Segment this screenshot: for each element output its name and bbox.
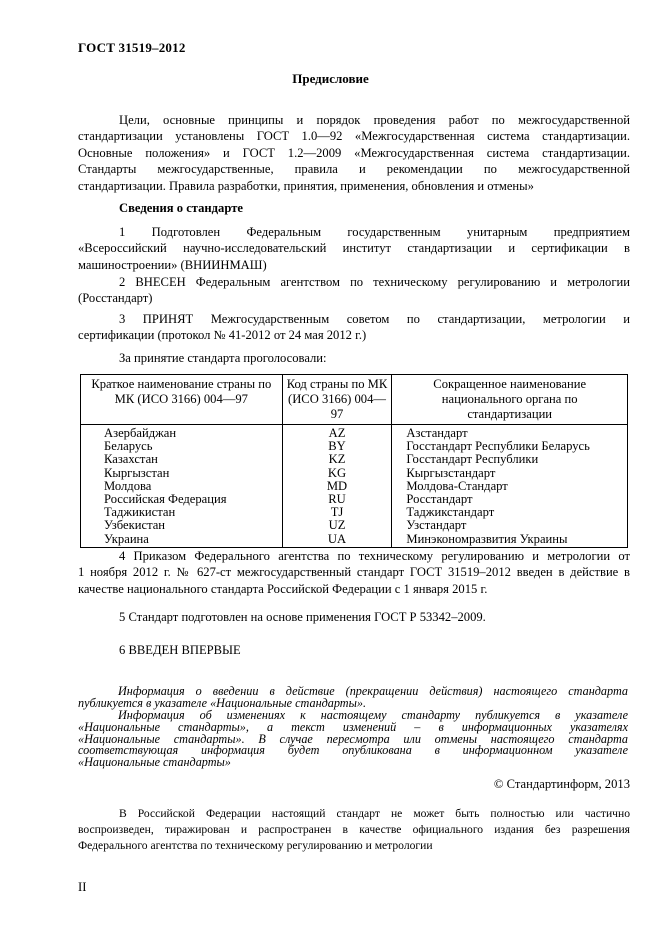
body-cell: Минэкономразвития Украины: [392, 533, 628, 548]
table-row: [81, 453, 628, 466]
item-3-line: 3 ПРИНЯТ Межгосударственным советом по стандартизации, метрологии и: [119, 312, 630, 326]
column-header-code: Код страны по МК (ИСО 3166) 004—97: [282, 375, 392, 425]
legal-line: Федерального агентства по техническому регулированию и метрологии: [78, 839, 433, 852]
item-4-line: 4 Приказом Федерального агентства по техническому регулированию и метрологии от: [119, 549, 630, 563]
item-1-paragraph: [78, 224, 630, 273]
body-cell: Госстандарт Республики: [392, 453, 628, 466]
code-cell: KZ: [282, 453, 392, 466]
legal-line: В Российской Федерации настоящий стандарт не может быть полностью или частично: [119, 807, 630, 820]
table-row: [81, 425, 628, 441]
legal-notice: [78, 806, 630, 854]
body-cell: Кыргызстандарт: [392, 467, 628, 480]
table-row: [81, 519, 628, 532]
country-cell: Кыргызстан: [81, 467, 283, 480]
table-header-row: [81, 375, 628, 425]
column-header-body: Сокращенное наименование национального органа по стандартизации: [392, 375, 628, 425]
body-cell: Узстандарт: [392, 519, 628, 532]
info-note-1: [78, 686, 628, 710]
item-4-line: качестве национального стандарта Российской Федерации с 1 января 2015 г.: [78, 581, 488, 596]
body-cell: Росстандарт: [392, 493, 628, 506]
info-1-line: публикуется в указателе «Национальные стандарты».: [78, 695, 367, 710]
info-2-line: Информация об изменениях к настоящему стандарту публикуется в указателе: [118, 708, 628, 722]
body-cell: Азстандарт: [392, 425, 628, 441]
intro-line: Основные положения» и ГОСТ 1.2—2009 «Межгосударственная система стандартизации.: [78, 145, 630, 160]
column-header-country: Краткое наименование страны по МК (ИСО 3166) 004—97: [81, 375, 283, 425]
country-cell: Узбекистан: [81, 519, 283, 532]
copyright-notice: © Стандартинформ, 2013: [493, 777, 630, 791]
vote-intro: За принятие стандарта проголосовали:: [119, 351, 327, 365]
country-cell: Азербайджан: [81, 425, 283, 441]
code-cell: BY: [282, 440, 392, 453]
info-1-line: Информация о введении в действие (прекращении действия) настоящего стандарта: [118, 684, 628, 698]
item-5: 5 Стандарт подготовлен на основе применения ГОСТ Р 53342–2009.: [119, 610, 486, 624]
page-title: Предисловие: [292, 71, 369, 86]
country-cell: Казахстан: [81, 453, 283, 466]
table-row: [81, 467, 628, 480]
info-2-line: «Национальные стандарты», а текст изменений – в информационных указателях: [78, 719, 628, 734]
code-cell: RU: [282, 493, 392, 506]
item-4-paragraph: [78, 548, 630, 597]
info-2-line: «Национальные стандарты»: [78, 755, 231, 770]
code-cell: UZ: [282, 519, 392, 532]
code-cell: AZ: [282, 425, 392, 441]
body-cell: Молдова-Стандарт: [392, 480, 628, 493]
item-1-line: машиностроении» (ВНИИНМАШ): [78, 257, 267, 272]
intro-paragraph: [78, 112, 630, 194]
intro-line: Стандарты межгосударственные, правила и рекомендации по межгосударственной: [78, 162, 630, 177]
code-cell: MD: [282, 480, 392, 493]
body-cell: Таджикстандарт: [392, 506, 628, 519]
code-cell: KG: [282, 467, 392, 480]
country-cell: Молдова: [81, 480, 283, 493]
info-2-line: соответствующая информация будет опубликована в информационном указателе: [78, 743, 628, 758]
item-3-paragraph: [78, 311, 630, 344]
intro-line: стандартизации установлены ГОСТ 1.0—92 «Межгосударственная система стандартизации.: [78, 129, 630, 144]
table-row: [81, 440, 628, 453]
section-heading: Сведения о стандарте: [119, 201, 243, 215]
country-cell: Украина: [81, 533, 283, 548]
item-2-paragraph: [78, 274, 630, 307]
page-number: II: [78, 880, 87, 894]
country-cell: Таджикистан: [81, 506, 283, 519]
intro-line: стандартизации. Правила разработки, принятия, применения, обновления и отмены»: [78, 178, 534, 193]
item-6: 6 ВВЕДЕН ВПЕРВЫЕ: [119, 643, 241, 657]
item-2-line: 2 ВНЕСЕН Федеральным агентством по техническому регулированию и метрологии: [119, 275, 630, 289]
voting-table: [80, 374, 628, 548]
item-2-line: (Росстандарт): [78, 291, 153, 306]
item-1-line: 1 Подготовлен Федеральным государственным унитарным предприятием: [119, 225, 630, 239]
code-cell: UA: [282, 533, 392, 548]
body-cell: Госстандарт Республики Беларусь: [392, 440, 628, 453]
document-code-header: ГОСТ 31519–2012: [78, 40, 186, 55]
item-4-line: 1 ноября 2012 г. № 627-ст межгосударственный стандарт ГОСТ 31519–2012 введен в действие в: [78, 565, 630, 580]
info-2-line: «Национальные стандарты». В случае пересмотра или отмены настоящего стандарта: [78, 731, 628, 746]
table-row: [81, 533, 628, 548]
country-cell: Российская Федерация: [81, 493, 283, 506]
info-note-2: [78, 710, 628, 769]
item-1-line: «Всероссийский научно-исследовательский институт стандартизации и сертификации в: [78, 241, 630, 256]
item-3-line: сертификации (протокол № 41-2012 от 24 мая 2012 г.): [78, 328, 367, 343]
country-cell: Беларусь: [81, 440, 283, 453]
legal-line: воспроизведен, тиражирован и распространен в качестве официального издания без разрешения: [78, 823, 630, 836]
intro-line: Цели, основные принципы и порядок проведения работ по межгосударственной: [119, 113, 630, 127]
code-cell: TJ: [282, 506, 392, 519]
